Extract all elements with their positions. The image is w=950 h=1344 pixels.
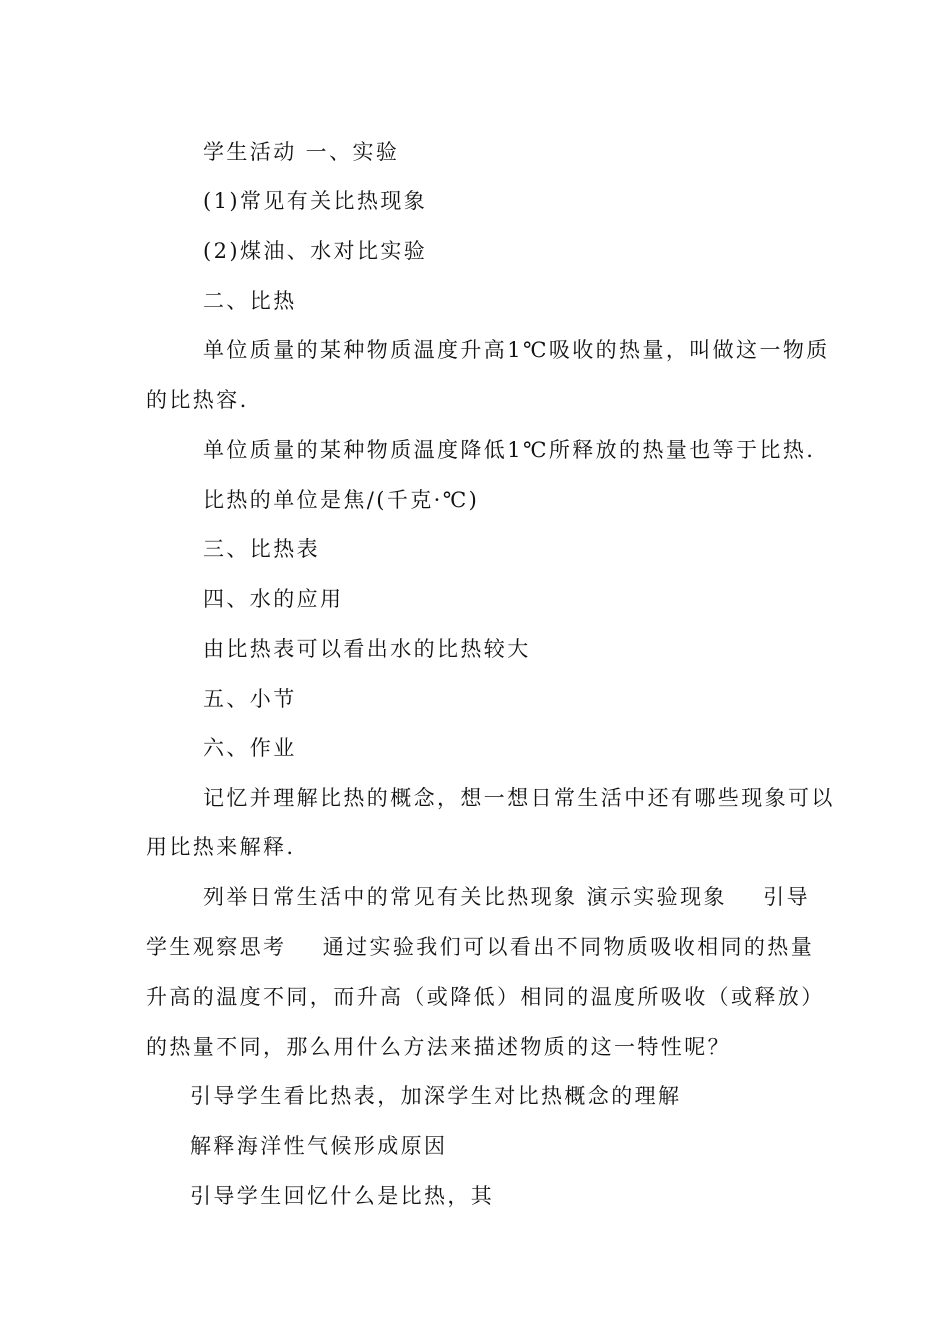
text-line: 单位质量的某种物质温度降低1℃所释放的热量也等于比热. — [203, 438, 816, 462]
text-line: 由比热表可以看出水的比热较大 — [203, 637, 531, 661]
text-line: 五、小节 — [203, 687, 297, 711]
text-line: 三、比热表 — [203, 537, 320, 561]
text-line: 学生活动 一、实验 — [203, 140, 400, 164]
text-line: 单位质量的某种物质温度升高1℃吸收的热量，叫做这一物质 — [203, 338, 830, 362]
text-line: 六、作业 — [203, 736, 297, 760]
text-line: (2)煤油、水对比实验 — [203, 239, 428, 263]
text-line: 二、比热 — [203, 289, 297, 313]
text-line: 学生观察思考 通过实验我们可以看出不同物质吸收相同的热量 — [146, 935, 815, 959]
text-line: 解释海洋性气候形成原因 — [190, 1134, 448, 1158]
text-line: 的热量不同，那么用什么方法来描述物质的这一特性呢？ — [146, 1035, 731, 1059]
text-line: 四、水的应用 — [203, 587, 344, 611]
text-line: 比热的单位是焦/(千克·℃) — [203, 488, 480, 512]
text-line: 引导学生看比热表，加深学生对比热概念的理解 — [190, 1084, 682, 1108]
text-line: 升高的温度不同，而升高（或降低）相同的温度所吸收（或释放） — [146, 985, 825, 1009]
text-line: 的比热容. — [146, 388, 249, 412]
text-line: 记忆并理解比热的概念，想一想日常生活中还有哪些现象可以 — [203, 786, 835, 810]
text-line: (1)常见有关比热现象 — [203, 189, 428, 213]
text-line: 引导学生回忆什么是比热，其 — [190, 1184, 495, 1208]
text-line: 用比热来解释. — [146, 835, 296, 859]
text-line: 列举日常生活中的常见有关比热现象 演示实验现象 引导 — [203, 885, 810, 909]
